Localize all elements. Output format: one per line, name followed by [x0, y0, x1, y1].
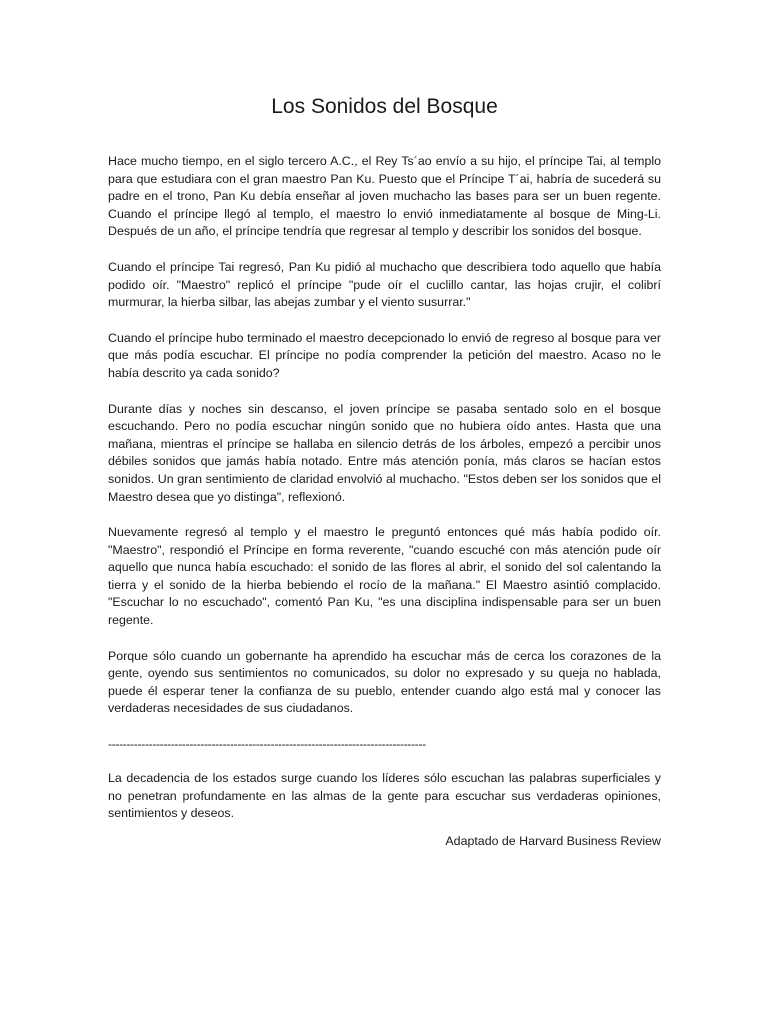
paragraph-5: Nuevamente regresó al templo y el maestro le preguntó entonces qué más había podido oír. "Maestro", respondió el Príncipe en forma reverente, "cuando escuché con más atención pude oír aquello que nunca había escuchado: el sonido de las flores al abrir, el sonido del sol calentando la tierra y el sonido de la hierba bebiendo el rocío de la mañana." El Maestro asintió complacido. "Escuchar lo no escuchado", comentó Pan Ku, "es una disciplina indispensable para ser un buen regente.: [108, 525, 661, 628]
closing-paragraph: La decadencia de los estados surge cuando los líderes sólo escuchan las palabras superficiales y no penetran profundamente en las almas de la gente para escuchar sus verdaderas opiniones, sentimientos y deseos.: [108, 771, 661, 821]
paragraph-2: Cuando el príncipe Tai regresó, Pan Ku pidió al muchacho que describiera todo aquello que había podido oír. "Maestro" replicó el príncipe "pude oír el cuclillo cantar, las hojas crujir, el colibrí murmurar, la hierba silbar, las abejas zumbar y el viento susurrar.": [108, 259, 661, 310]
paragraph-4: Durante días y noches sin descanso, el joven príncipe se pasaba sentado solo en el bosque escuchando. Pero no podía escuchar ningún sonido que no hubiera oído antes. Hasta que una mañana, mientras el príncipe se hallaba en silencio detrás de los árboles, empezó a percibir unos débiles sonidos que jamás había notado. Entre más atención ponía, más claros se hacían estos sonidos. Un gran sentimiento de claridad envolvió al muchacho. "Estos deben ser los sonidos que el Maestro desea que yo distinga", reflexionó.: [108, 401, 661, 504]
paragraph-3: Cuando el príncipe hubo terminado el maestro decepcionado lo envió de regreso al bosque para ver que más podía escuchar. El príncipe no podía comprender la petición del maestro. Acaso no le había descrito ya cada sonido?: [108, 330, 661, 380]
source-attribution: Adaptado de Harvard Business Review: [445, 833, 661, 848]
paragraph-6: Porque sólo cuando un gobernante ha aprendido ha escuchar más de cerca los corazones de la gente, oyendo sus sentimientos no comunicados, su dolor no expresado y su queja no hablada, puede él esperar tener la confianza de su pueblo, entender cuando algo está mal y conocer las verdaderas necesidades de sus ciudadanos.: [108, 648, 661, 716]
document-body: [108, 153, 661, 850]
document-title: Los Sonidos del Bosque: [271, 95, 498, 118]
section-separator: --------------------------------------------------------------------------------------: [108, 737, 426, 752]
paragraph-1: Hace mucho tiempo, en el siglo tercero A.C., el Rey Ts´ao envío a su hijo, el príncipe Tai, al templo para que estudiara con el gran maestro Pan Ku. Puesto que el Príncipe T´ai, habría de sucederá su padre en el trono, Pan Ku debía enseñar al joven muchacho las bases para ser un buen regente. Cuando el príncipe llegó al templo, el maestro lo envió inmediatamente al bosque de Ming-Li. Después de un año, el príncipe tendría que regresar al templo y describir los sonidos del bosque.: [108, 154, 661, 239]
